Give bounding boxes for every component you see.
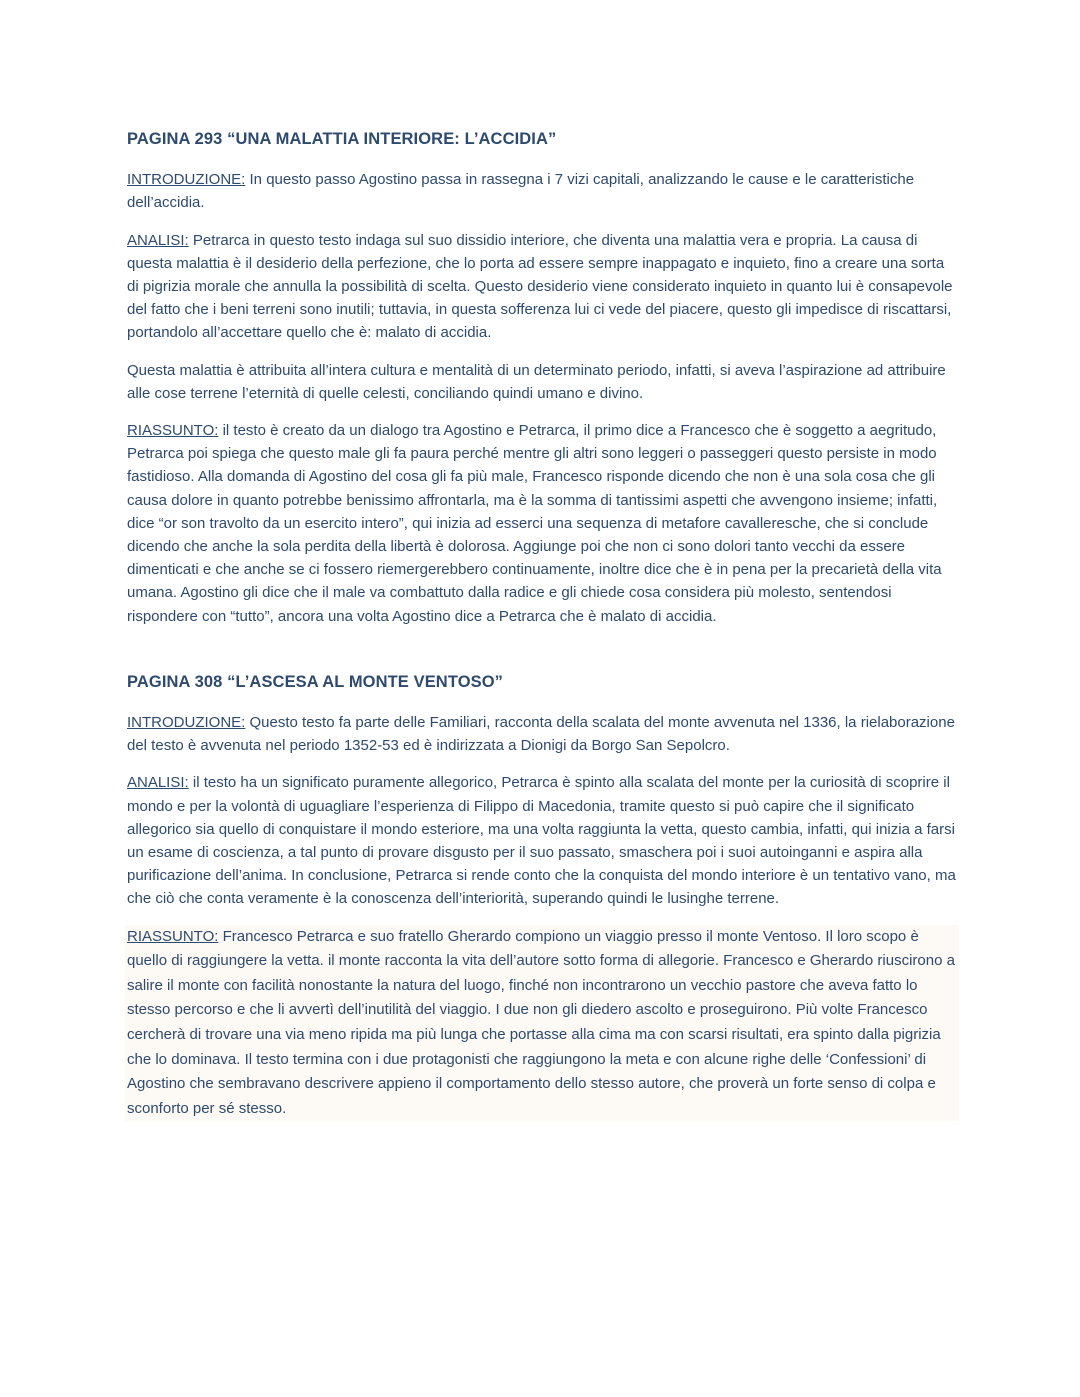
riassunto-text: il testo è creato da un dialogo tra Agostino e Petrarca, il primo dice a Francesco che è soggetto a aegritudo, Petrarca poi spiega che questo male gli fa paura perché mentre gli altri sono leggeri o passeggeri questo persiste in modo fastidioso. Alla domanda di Agostino del cosa gli fa più male, Francesco risponde dicendo che non è una sola cosa che gli causa dolore in quanto potrebbe benissimo affrontarla, ma è la somma di tantissimi aspetti che avvengono insieme; infatti, dice “or son travolto da un esercito intero”, qui inizia ad esserci una sequenza di metafore cavalleresche, che si conclude dicendo che anche la sola perdita della libertà è dolorosa. Aggiunge poi che non ci sono dolori tanto vecchi da essere dimenticati e che anche se ci fossero riemergerebbero continuamente, inoltre dice che è in pena per la precarietà della vita umana. Agostino gli dice che il male va combattuto dalla radice e gli chiede cosa considera più molesto, sentendosi rispondere con “tutto”, ancora una volta Agostino dice a Petrarca che è malato di accidia. xyxy=(127,422,942,625)
riassunto-paragraph xyxy=(127,419,957,628)
intro-paragraph xyxy=(127,168,957,214)
section-heading: PAGINA 308 “L’ASCESA AL MONTE VENTOSO” xyxy=(127,672,504,691)
analisi-text: Petrarca in questo testo indaga sul suo dissidio interiore, che diventa una malattia vera e propria. La causa di questa malattia è il desiderio della perfezione, che lo porta ad essere sempre inappagato e inquieto, fino a creare una sorta di pigrizia morale che annulla la possibilità di scelta. Questo desiderio viene considerato inquieto in quanto lui è consapevole del fatto che i beni terreni sono inutili; tuttavia, in questa sofferenza lui ci vede del piacere, questo gli impedisce di riscattarsi, portandolo all’accettare quello che è: malato di accidia. xyxy=(127,231,953,342)
intro-label: INTRODUZIONE: xyxy=(127,714,246,732)
analisi-label: ANALISI: xyxy=(127,231,189,249)
section-accidia xyxy=(127,128,957,628)
analisi-label: ANALISI: xyxy=(127,774,189,792)
document-page xyxy=(127,128,957,1135)
riassunto-paragraph xyxy=(125,925,959,1122)
analisi-paragraph xyxy=(127,771,957,910)
section-heading: PAGINA 293 “UNA MALATTIA INTERIORE: L’ACCIDIA” xyxy=(127,130,557,148)
riassunto-text: Francesco Petrarca e suo fratello Gherardo compiono un viaggio presso il monte Ventoso. Il loro scopo è quello di raggiungere la vetta. il monte racconta la vita dell’autore sotto forma di allegorie. Francesco e Gherardo riuscirono a salire il monte con facilità nonostante la natura del luogo, finché non incontrarono un vecchio pastore che aveva fatto lo stesso percorso e che li avvertì dell’inutilità del viaggio. I due non gli diedero ascolto e proseguirono. Più volte Francesco cercherà di trovare una via meno ripida ma più lunga che portasse alla cima ma con scarsi risultati, era spinto dalla pigrizia che lo dominava. Il testo termina con i due protagonisti che raggiungono la meta e con alcune righe delle ‘Confessioni’ di Agostino che sembravano descrivere appieno il comportamento dello stesso autore, che proverà un forte senso di colpa e sconforto per sé stesso. xyxy=(127,927,955,1117)
analisi-paragraph xyxy=(127,229,957,345)
intro-text: In questo passo Agostino passa in rassegna i 7 vizi capitali, analizzando le cause e le caratteristiche dell’accidia. xyxy=(127,171,915,212)
riassunto-label: RIASSUNTO: xyxy=(127,422,219,440)
extra-paragraph: Questa malattia è attribuita all’intera cultura e mentalità di un determinato periodo, infatti, si aveva l’aspirazione ad attribuire alle cose terrene l’eternità di quelle celesti, conciliando quindi umano e divino. xyxy=(127,361,946,402)
section-monte-ventoso xyxy=(127,671,957,1122)
intro-paragraph xyxy=(127,711,957,757)
intro-text: Questo testo fa parte delle Familiari, racconta della scalata del monte avvenuta nel 1336, la rielaborazione del testo è avvenuta nel periodo 1352-53 ed è indirizzata a Dionigi da Borgo San Sepolcro. xyxy=(127,714,955,755)
intro-label: INTRODUZIONE: xyxy=(127,171,246,189)
riassunto-label: RIASSUNTO: xyxy=(127,927,219,945)
analisi-text: il testo ha un significato puramente allegorico, Petrarca è spinto alla scalata del monte per la curiosità di scoprire il mondo e per la volontà di uguagliare l’esperienza di Filippo di Macedonia, tramite questo si può capire che il significato allegorico sia quello di conquistare il mondo esteriore, ma una volta raggiunta la vetta, questo cambia, infatti, qui inizia a farsi un esame di coscienza, a tal punto di provare disgusto per il suo passato, smaschera poi i suoi autoinganni e aspira alla purificazione dell’anima. In conclusione, Petrarca si rende conto che la conquista del mondo interiore è un tentativo vano, ma che ciò che conta veramente è la conoscenza dell’interiorità, superando quindi le lusinghe terrene. xyxy=(127,774,956,908)
